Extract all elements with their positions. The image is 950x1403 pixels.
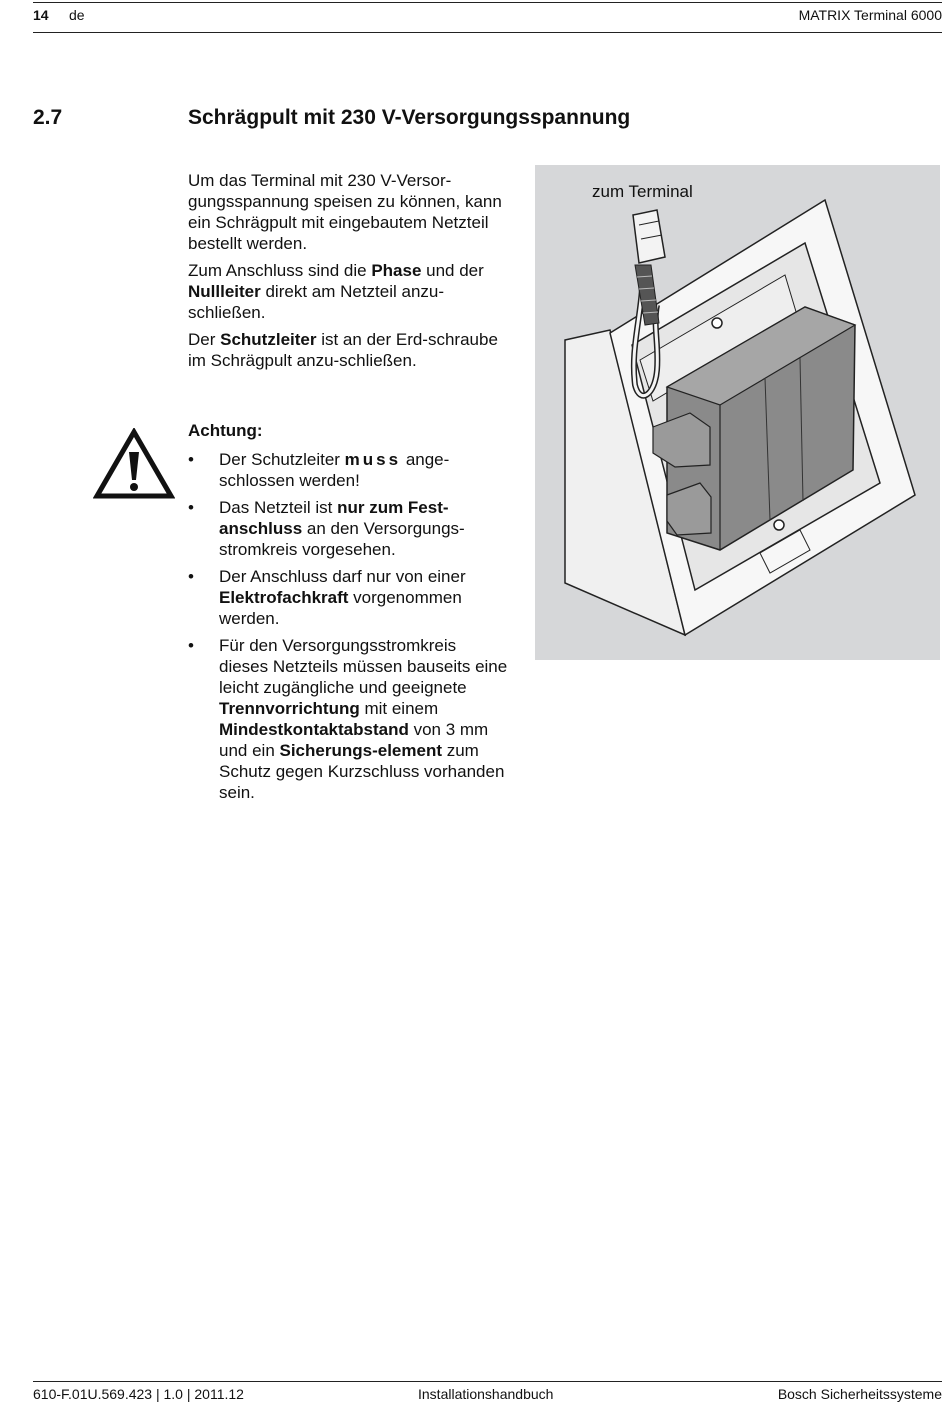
warning-item-1: • Der Schutzleiter muss ange-schlossen werden! bbox=[188, 449, 508, 491]
screw-hole bbox=[712, 318, 722, 328]
warning-triangle-icon bbox=[93, 428, 175, 500]
desk-stand-illustration bbox=[535, 165, 940, 660]
warning-item-3: • Der Anschluss darf nur von einer Elektrofachkraft vorgenommen werden. bbox=[188, 566, 508, 629]
intro-text bbox=[188, 170, 508, 377]
section-title: Schrägpult mit 230 V-Versorgungsspannung bbox=[188, 106, 631, 129]
warning-list bbox=[188, 449, 508, 809]
figure-label: zum Terminal bbox=[592, 182, 693, 201]
screw-hole bbox=[774, 520, 784, 530]
footer-company: Bosch Sicherheitssysteme bbox=[777, 1386, 942, 1402]
header-bottom-rule bbox=[33, 32, 942, 33]
section-number: 2.7 bbox=[33, 106, 63, 129]
intro-paragraph-1: Um das Terminal mit 230 V-Versor-gungsspannung speisen zu können, kann ein Schrägpult mit eingebautem Netzteil bestellt werden. bbox=[188, 171, 502, 253]
warning-item-4: • Für den Versorgungsstromkreis dieses Netzteils müssen bauseits eine leicht zugängliche und geeignete Trennvorrichtung mit einem Mindestkontaktabstand von 3 mm und ein Sicherungs-element zum Schutz gegen Kurzschluss vorhanden sein. bbox=[188, 635, 508, 803]
language-code: de bbox=[69, 7, 85, 23]
warning-item-2: • Das Netzteil ist nur zum Fest-anschluss an den Versorgungs-stromkreis vorgesehen. bbox=[188, 497, 508, 560]
desk-stand-figure bbox=[535, 165, 940, 660]
document-title: MATRIX Terminal 6000 bbox=[798, 7, 942, 23]
page-number: 14 bbox=[33, 7, 49, 23]
intro-paragraph-3: Der Schutzleiter ist an der Erd-schraube im Schrägpult anzu-schließen. bbox=[188, 330, 498, 370]
footer-doc-id: 610-F.01U.569.423 | 1.0 | 2011.12 bbox=[33, 1386, 244, 1402]
intro-paragraph-2: Zum Anschluss sind die Phase und der Nullleiter direkt am Netzteil anzu-schließen. bbox=[188, 261, 484, 322]
header-top-rule bbox=[33, 2, 942, 3]
footer-rule bbox=[33, 1381, 942, 1382]
footer-doc-type: Installationshandbuch bbox=[418, 1386, 554, 1402]
warning-heading: Achtung: bbox=[188, 421, 263, 440]
